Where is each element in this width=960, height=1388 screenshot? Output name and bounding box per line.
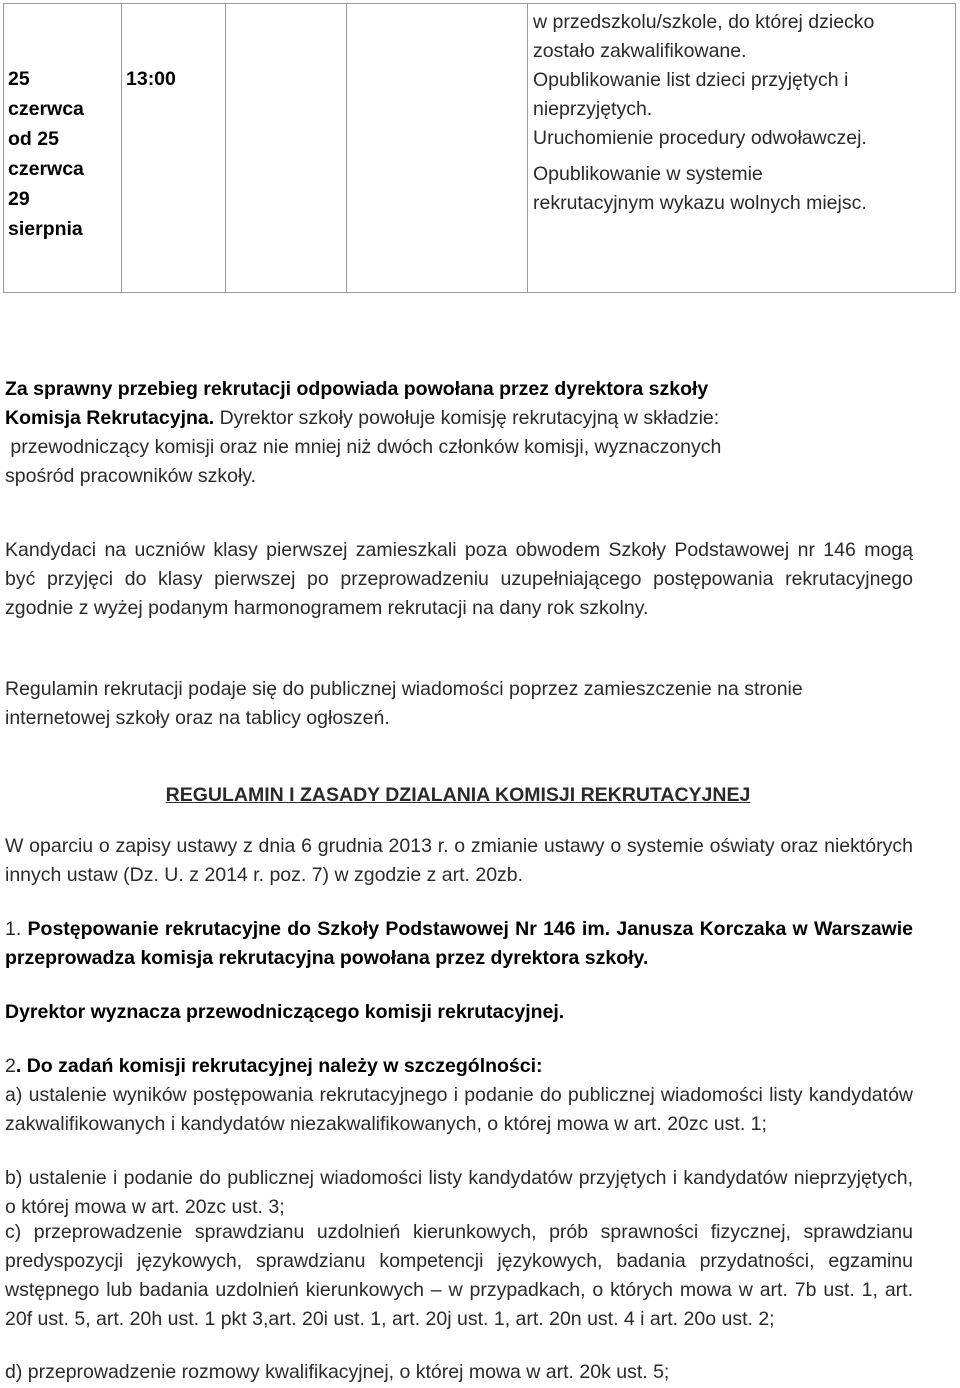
date-text: 29 [8,188,30,210]
table-divider [225,4,226,292]
description-line: nieprzyjętych. [533,98,653,120]
description-line: rekrutacyjnym wykazu wolnych miejsc. [533,192,867,214]
commission-paragraph [5,375,913,491]
description-line: w przedszkolu/szkole, do której dziecko [533,11,875,33]
point-1-text: Postępowanie rekrutacyjne do Szkoły Podstawowej Nr 146 im. Janusza Korczaka w Warszawie przeprowadza komisja rekrutacyjna powołana przez dyrektora szkoły. [5,918,913,969]
point-2-title-text: . Do zadań komisji rekrutacyjnej należy w szczególności: [15,1055,543,1077]
task-a: a) ustalenie wyników postępowania rekrutacyjnego i podanie do publicznej wiadomości listy kandydatów zakwalifikowanych i kandydatów niezakwalifikowanych, o której mowa w art. 20zc ust. 1; [5,1084,913,1135]
commission-text: spośród pracowników szkoły. [5,465,257,487]
point-1-director: Dyrektor wyznacza przewodniczącego komisji rekrutacyjnej. [5,1001,565,1023]
table-divider [527,4,528,292]
description-line: zostało zakwalifikowane. [533,40,747,62]
candidates-paragraph: Kandydaci na uczniów klasy pierwszej zamieszkali poza obwodem Szkoły Podstawowej nr 146 mogą być przyjęci do klasy pierwszej po przeprowadzeniu uzupełniającego postępowania rekrutacyjnego zgodnie z wyżej podanym harmonogramem rekrutacji na dany rok szkolny. [5,539,913,619]
description-line: Opublikowanie w systemie [533,163,763,185]
schedule-table [3,3,956,293]
point-number: 2 [5,1055,16,1077]
date-text: czerwca [8,98,84,120]
task-c: c) przeprowadzenie sprawdzianu uzdolnień kierunkowych, prób sprawności fizycznej, sprawdzianu predyspozycji językowych, sprawdzianu kompetencji językowych, badania przydatności, egzaminu wstępnego lub badania uzdolnień kierunkowych – w przypadkach, o których mowa w art. 7b ust. 1, art. 20f ust. 5, art. 20h ust. 1 pkt 3,art. 20i ust. 1, art. 20j ust. 1, art. 20n ust. 4 i art. 20o ust. 2; [5,1221,913,1330]
task-d: d) przeprowadzenie rozmowy kwalifikacyjnej, o której mowa w art. 20k ust. 5; [5,1361,670,1383]
point-number: 1. [5,918,28,940]
description-line: Uruchomienie procedury odwoławczej. [533,127,867,149]
commission-text: Dyrektor szkoły powołuje komisję rekrutacyjną w składzie: [214,407,720,429]
time-cell: 13:00 [126,68,176,90]
regulation-paragraph: Regulamin rekrutacji podaje się do publicznej wiadomości poprzez zamieszczenie na stronie internetowej szkoły oraz na tablicy ogłoszeń. [5,678,803,729]
date-text: od 25 [8,128,59,150]
task-b: b) ustalenie i podanie do publicznej wiadomości listy kandydatów przyjętych i kandydatów nieprzyjętych, o której mowa w art. 20zc ust. 3; [5,1167,913,1218]
section-heading: REGULAMIN I ZASADY DZIALANIA KOMISJI REKRUTACYJNEJ [165,784,751,806]
dates-column [8,64,120,244]
point-2-title [5,1052,913,1081]
legal-basis-paragraph: W oparciu o zapisy ustawy z dnia 6 grudnia 2013 r. o zmianie ustawy o systemie oświaty oraz niektórych innych ustaw (Dz. U. z 2014 r. poz. 7) w zgodzie z art. 20zb. [5,835,913,886]
description-line: Opublikowanie list dzieci przyjętych i [533,69,849,91]
commission-bold-line: Za sprawny przebieg rekrutacji odpowiada powołana przez dyrektora szkoły [5,378,709,400]
point-1 [5,915,913,973]
description-column [533,8,953,218]
date-text: 25 [8,68,30,90]
commission-text: przewodniczący komisji oraz nie mniej niż dwóch członków komisji, wyznaczonych [5,436,722,458]
table-divider [121,4,122,292]
table-divider [346,4,347,292]
commission-bold-start: Komisja Rekrutacyjna. [5,407,215,429]
date-text: sierpnia [8,218,83,240]
date-text: czerwca [8,158,84,180]
